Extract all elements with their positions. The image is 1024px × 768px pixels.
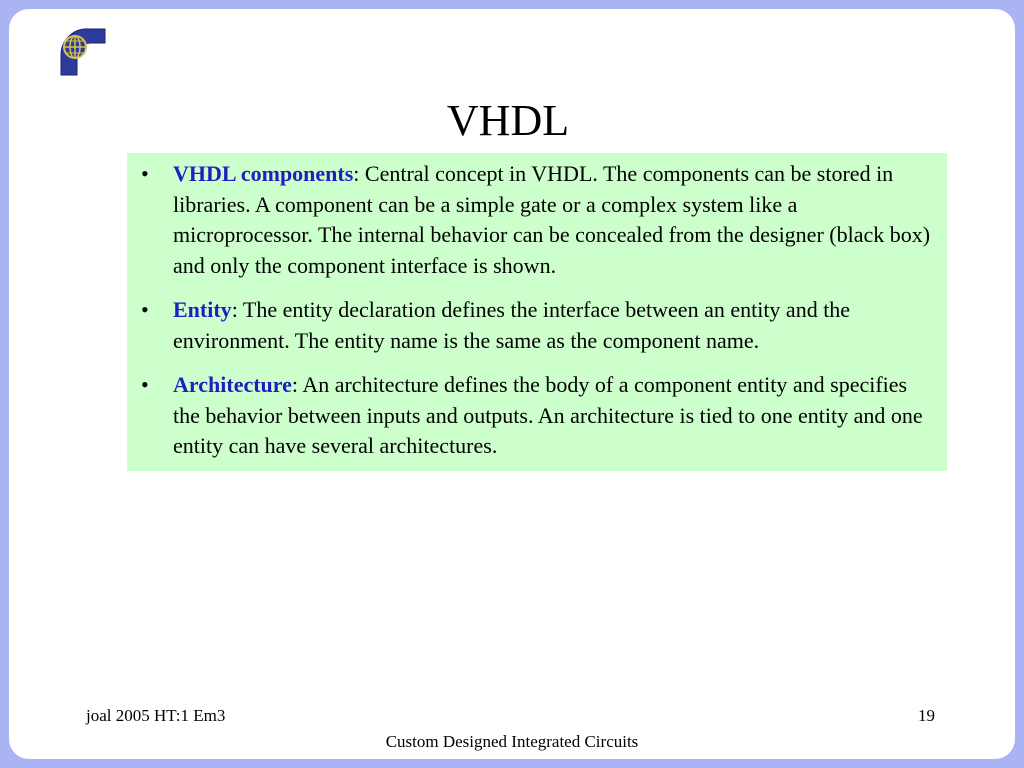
bullet-item-vhdl-components — [141, 159, 933, 281]
bullet-marker: • — [141, 297, 149, 322]
university-globe-logo-icon — [55, 25, 111, 81]
slide-title: VHDL — [446, 96, 570, 145]
bullet-term: Entity — [173, 297, 232, 322]
bullet-marker: • — [141, 372, 149, 397]
page-number: 19 — [918, 706, 935, 725]
bullet-list — [141, 159, 933, 462]
content-box — [127, 153, 947, 471]
footer-course-title: Custom Designed Integrated Circuits — [385, 732, 639, 751]
bullet-item-entity — [141, 295, 933, 356]
bullet-text: : The entity declaration defines the interface between an entity and the environment. The entity name is the same as the component name. — [173, 297, 851, 353]
bullet-item-architecture — [141, 370, 933, 462]
bullet-marker: • — [141, 161, 149, 186]
slide — [9, 9, 1015, 759]
bullet-term: VHDL components — [173, 161, 354, 186]
bullet-text: : Central concept in VHDL. The components can be stored in libraries. A component can be a simple gate or a complex system like a microprocessor. The internal behavior can be concealed from the designer (black box) and only the component interface is shown. — [173, 161, 931, 278]
footer-author-label: joal 2005 HT:1 Em3 — [86, 706, 226, 725]
bullet-text: : An architecture defines the body of a component entity and specifies the behavior between inputs and outputs. An architecture is tied to one entity and one entity can have several architectures. — [173, 372, 923, 458]
bullet-term: Architecture — [173, 372, 292, 397]
